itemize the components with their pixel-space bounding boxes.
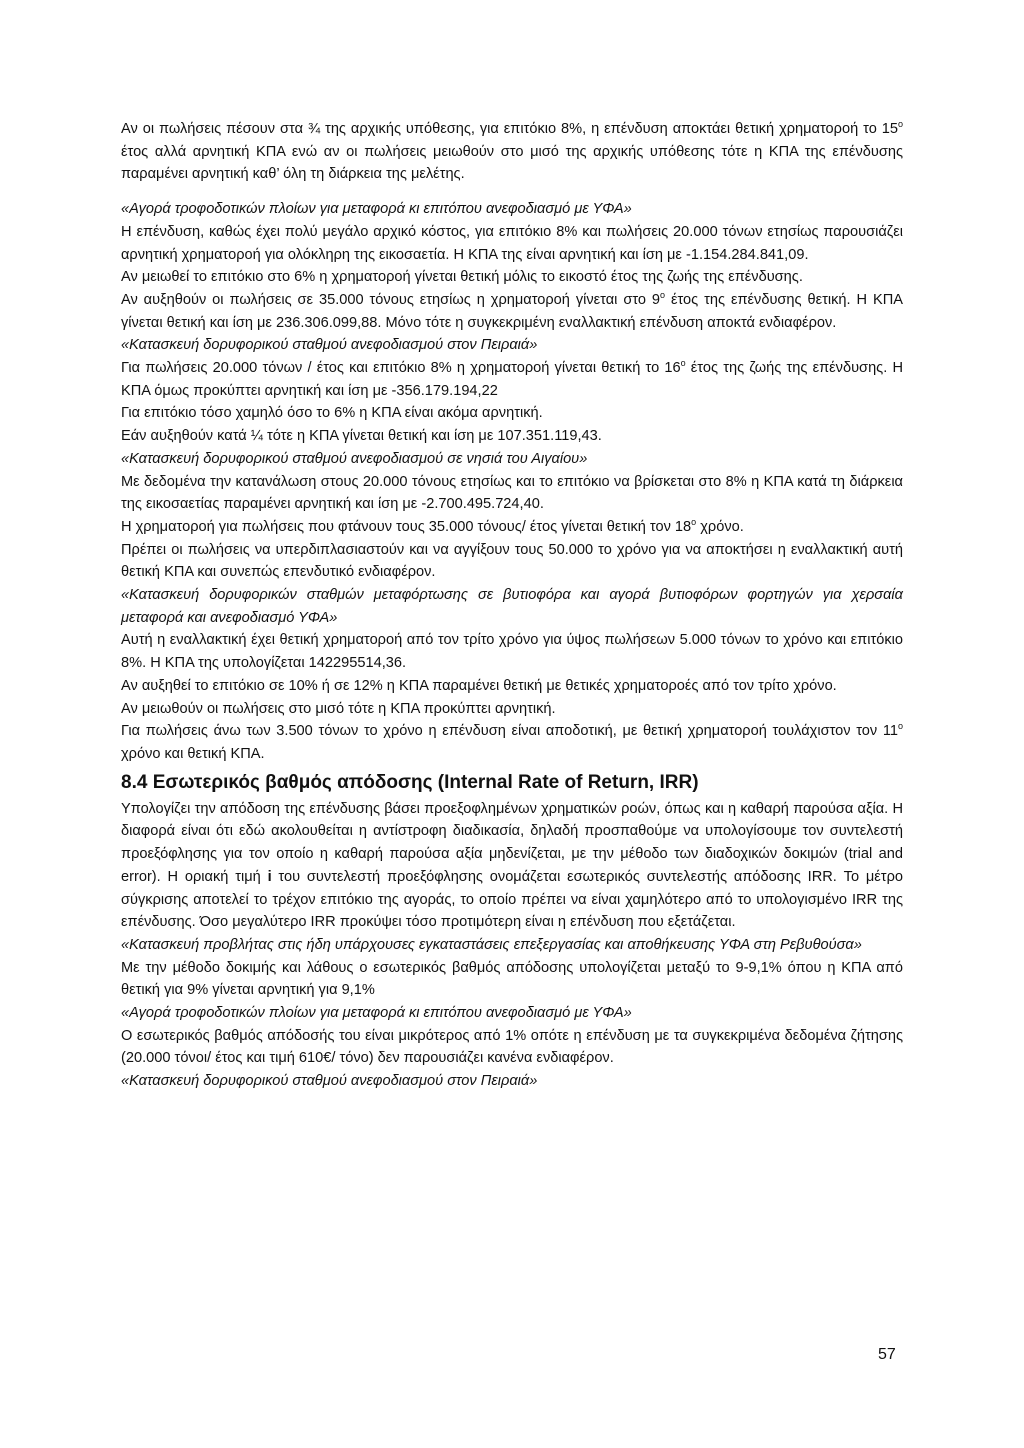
text-run: χρόνο. bbox=[696, 518, 744, 535]
text-run: Εάν αυξηθούν κατά ¼ τότε η ΚΠΑ γίνεται θετική και ίση με 107.351.119,43. bbox=[121, 428, 602, 445]
text-run: Με δεδομένα την κατανάλωση στους 20.000 τόνους ετησίως και το επιτόκιο να βρίσκεται στο 8% η ΚΠΑ κατά τη διάρκεια της εικοσαετίας παραμένει αρνητική και ίση με -2.700.495.724,40. bbox=[121, 473, 903, 513]
text-run: χρόνο και θετική ΚΠΑ. bbox=[121, 745, 265, 762]
body-paragraph bbox=[121, 698, 903, 721]
body-paragraph bbox=[121, 957, 903, 1002]
body-paragraph bbox=[121, 402, 903, 425]
text-run: Με την μέθοδο δοκιμής και λάθους ο εσωτερικός βαθμός απόδοσης υπολογίζεται μεταξύ το 9-9,1% όπου η ΚΠΑ από θετική για 9% γίνεται αρνητική για 9,1% bbox=[121, 959, 903, 999]
section-heading bbox=[121, 770, 903, 796]
project-title bbox=[121, 1070, 903, 1093]
document-body bbox=[121, 118, 903, 1093]
text-run: Ο εσωτερικός βαθμός απόδοσής του είναι μικρότερος από 1% οπότε η επένδυση με τα συγκεκριμένα δεδομένα ζήτησης (20.000 τόνοι/ έτος και τιμή 610€/ τόνο) δεν παρουσιάζει κανένα ενδιαφέρον. bbox=[121, 1027, 903, 1067]
text-run: έτος αλλά αρνητική ΚΠΑ ενώ αν οι πωλήσεις μειωθούν στο μισό της αρχικής υπόθεσης τότε η ΚΠΑ της επένδυσης παραμένει αρνητική καθ’ όλη τη διάρκεια της μελέτης. bbox=[121, 143, 903, 183]
text-run: Αν αυξηθεί το επιτόκιο σε 10% ή σε 12% η ΚΠΑ παραμένει θετική με θετικές χρηματοροές από τον τρίτο χρόνο. bbox=[121, 677, 837, 694]
body-paragraph bbox=[121, 1025, 903, 1070]
text-run: έτος της επένδυσης θετική. Η ΚΠΑ γίνεται θετική και ίση με 236.306.099,88. Μόνο τότε η συγκεκριμένη εναλλακτική επένδυση αποκτά ενδιαφέρον. bbox=[121, 291, 903, 331]
body-paragraph bbox=[121, 425, 903, 448]
text-run: «Κατασκευή δορυφορικού σταθμού ανεφοδιασμού σε νησιά του Αιγαίου» bbox=[121, 450, 588, 467]
text-run: του συντελεστή προεξόφλησης ονομάζεται εσωτερικός συντελεστής απόδοσης IRR. Το μέτρο σύγκρισης αποτελεί το τρέχον επιτόκιο της αγοράς, το οποίο πρέπει να είναι χαμηλότερο από το υπολογισμένο IRR της επένδυσης. Όσο μεγαλύτερο IRR προκύψει τόσο προτιμότερη είναι η επένδυση που εξετάζεται. bbox=[121, 868, 903, 931]
project-title bbox=[121, 1002, 903, 1025]
body-paragraph bbox=[121, 289, 903, 334]
text-run: «Κατασκευή δορυφορικού σταθμού ανεφοδιασμού στον Πειραιά» bbox=[121, 1073, 538, 1090]
body-paragraph bbox=[121, 516, 903, 539]
text-run: «Αγορά τροφοδοτικών πλοίων για μεταφορά κι επιτόπου ανεφοδιασμό με ΥΦΑ» bbox=[121, 1005, 632, 1022]
body-paragraph bbox=[121, 539, 903, 584]
body-paragraph bbox=[121, 118, 903, 186]
text-run: Αν μειωθεί το επιτόκιο στο 6% η χρηματοροή γίνεται θετική μόλις το εικοστό έτος της ζωής της επένδυσης. bbox=[121, 269, 803, 286]
body-paragraph bbox=[121, 720, 903, 765]
text-run: «Κατασκευή δορυφορικών σταθμών μεταφόρτωσης σε βυτιοφόρα και αγορά βυτιοφόρων φορτηγών για χερσαία μεταφορά και ανεφοδιασμό ΥΦΑ» bbox=[121, 587, 903, 626]
superscript: ο bbox=[897, 119, 903, 130]
project-title bbox=[121, 584, 903, 629]
text-run: 8.4 Εσωτερικός βαθμός απόδοσης (Internal Rate of Return, IRR) bbox=[121, 771, 699, 793]
superscript: ο bbox=[691, 517, 697, 528]
superscript: ο bbox=[660, 290, 666, 301]
superscript: ο bbox=[680, 358, 686, 369]
superscript: ο bbox=[897, 721, 903, 732]
text-run: Η χρηματοροή για πωλήσεις που φτάνουν τους 35.000 τόνους/ έτος γίνεται θετική τον 18 bbox=[121, 518, 692, 535]
text-run: «Κατασκευή δορυφορικού σταθμού ανεφοδιασμού στον Πειραιά» bbox=[121, 337, 538, 354]
text-run: Για πωλήσεις 20.000 τόνων / έτος και επιτόκιο 8% η χρηματοροή γίνεται θετική το 16 bbox=[121, 360, 681, 377]
text-run: Για επιτόκιο τόσο χαμηλό όσο το 6% η ΚΠΑ είναι ακόμα αρνητική. bbox=[121, 405, 543, 422]
project-title bbox=[121, 198, 903, 221]
text-run: Πρέπει οι πωλήσεις να υπερδιπλασιαστούν και να αγγίξουν τους 50.000 το χρόνο για να αποκτήσει η εναλλακτική αυτή θετική ΚΠΑ και συνεπώς επενδυτικό ενδιαφέρον. bbox=[121, 541, 903, 581]
text-run: «Αγορά τροφοδοτικών πλοίων για μεταφορά κι επιτόπου ανεφοδιασμό με ΥΦΑ» bbox=[121, 201, 632, 218]
text-run: Αν μειωθούν οι πωλήσεις στο μισό τότε η ΚΠΑ προκύπτει αρνητική. bbox=[121, 700, 556, 717]
page-number: 57 bbox=[878, 1346, 896, 1363]
project-title bbox=[121, 448, 903, 471]
body-paragraph bbox=[121, 675, 903, 698]
body-paragraph bbox=[121, 629, 903, 674]
text-run: i bbox=[267, 868, 272, 885]
text-run: Αν οι πωλήσεις πέσουν στα ¾ της αρχικής υπόθεσης, για επιτόκιο 8%, η επένδυση αποκτάει θετική χρηματοροή το 15 bbox=[121, 121, 898, 137]
text-run: «Κατασκευή προβλήτας στις ήδη υπάρχουσες εγκαταστάσεις επεξεργασίας και αποθήκευσης ΥΦΑ στη Ρεβυθούσα» bbox=[121, 936, 862, 953]
text-run: Υπολογίζει την απόδοση της επένδυσης βάσει προεξοφλημένων χρηματικών ροών, όπως και η καθαρή παρούσα αξία. Η διαφορά είναι ότι εδώ ακολουθείται η αντίστροφη διαδικασία, δηλαδή προσπαθούμε να υπολογίσουμε τον συντελεστή προεξόφλησης για τον οποίο η καθαρή παρούσα αξία μηδενίζεται, με την μέθοδο των διαδοχικών δοκιμών (trial and error). Η οριακή τιμή bbox=[121, 800, 903, 885]
body-paragraph bbox=[121, 221, 903, 266]
text-run: Για πωλήσεις άνω των 3.500 τόνων το χρόνο η επένδυση είναι αποδοτική, με θετική χρηματοροή τουλάχιστον τον 11 bbox=[121, 723, 898, 740]
text-run: Η επένδυση, καθώς έχει πολύ μεγάλο αρχικό κόστος, για επιτόκιο 8% και πωλήσεις 20.000 τόνων ετησίως παρουσιάζει αρνητική χρηματοροή για ολόκληρη της εικοσαετία. Η ΚΠΑ της είναι αρνητική και ίση με -1.154.284.841,09. bbox=[121, 223, 903, 263]
body-paragraph bbox=[121, 798, 903, 934]
body-paragraph bbox=[121, 266, 903, 289]
project-title bbox=[121, 934, 903, 957]
body-paragraph bbox=[121, 357, 903, 402]
text-run: Αυτή η εναλλακτική έχει θετική χρηματοροή από τον τρίτο χρόνο για ύψος πωλήσεων 5.000 τόνων το χρόνο και επιτόκιο 8%. Η ΚΠΑ της υπολογίζεται 142295514,36. bbox=[121, 632, 903, 672]
text-run: Αν αυξηθούν οι πωλήσεις σε 35.000 τόνους ετησίως η χρηματοροή γίνεται στο 9 bbox=[121, 291, 661, 308]
body-paragraph bbox=[121, 471, 903, 516]
project-title bbox=[121, 334, 903, 357]
text-run: έτος της ζωής της επένδυσης. Η ΚΠΑ όμως προκύπτει αρνητική και ίση με -356.179.194,22 bbox=[121, 360, 903, 399]
